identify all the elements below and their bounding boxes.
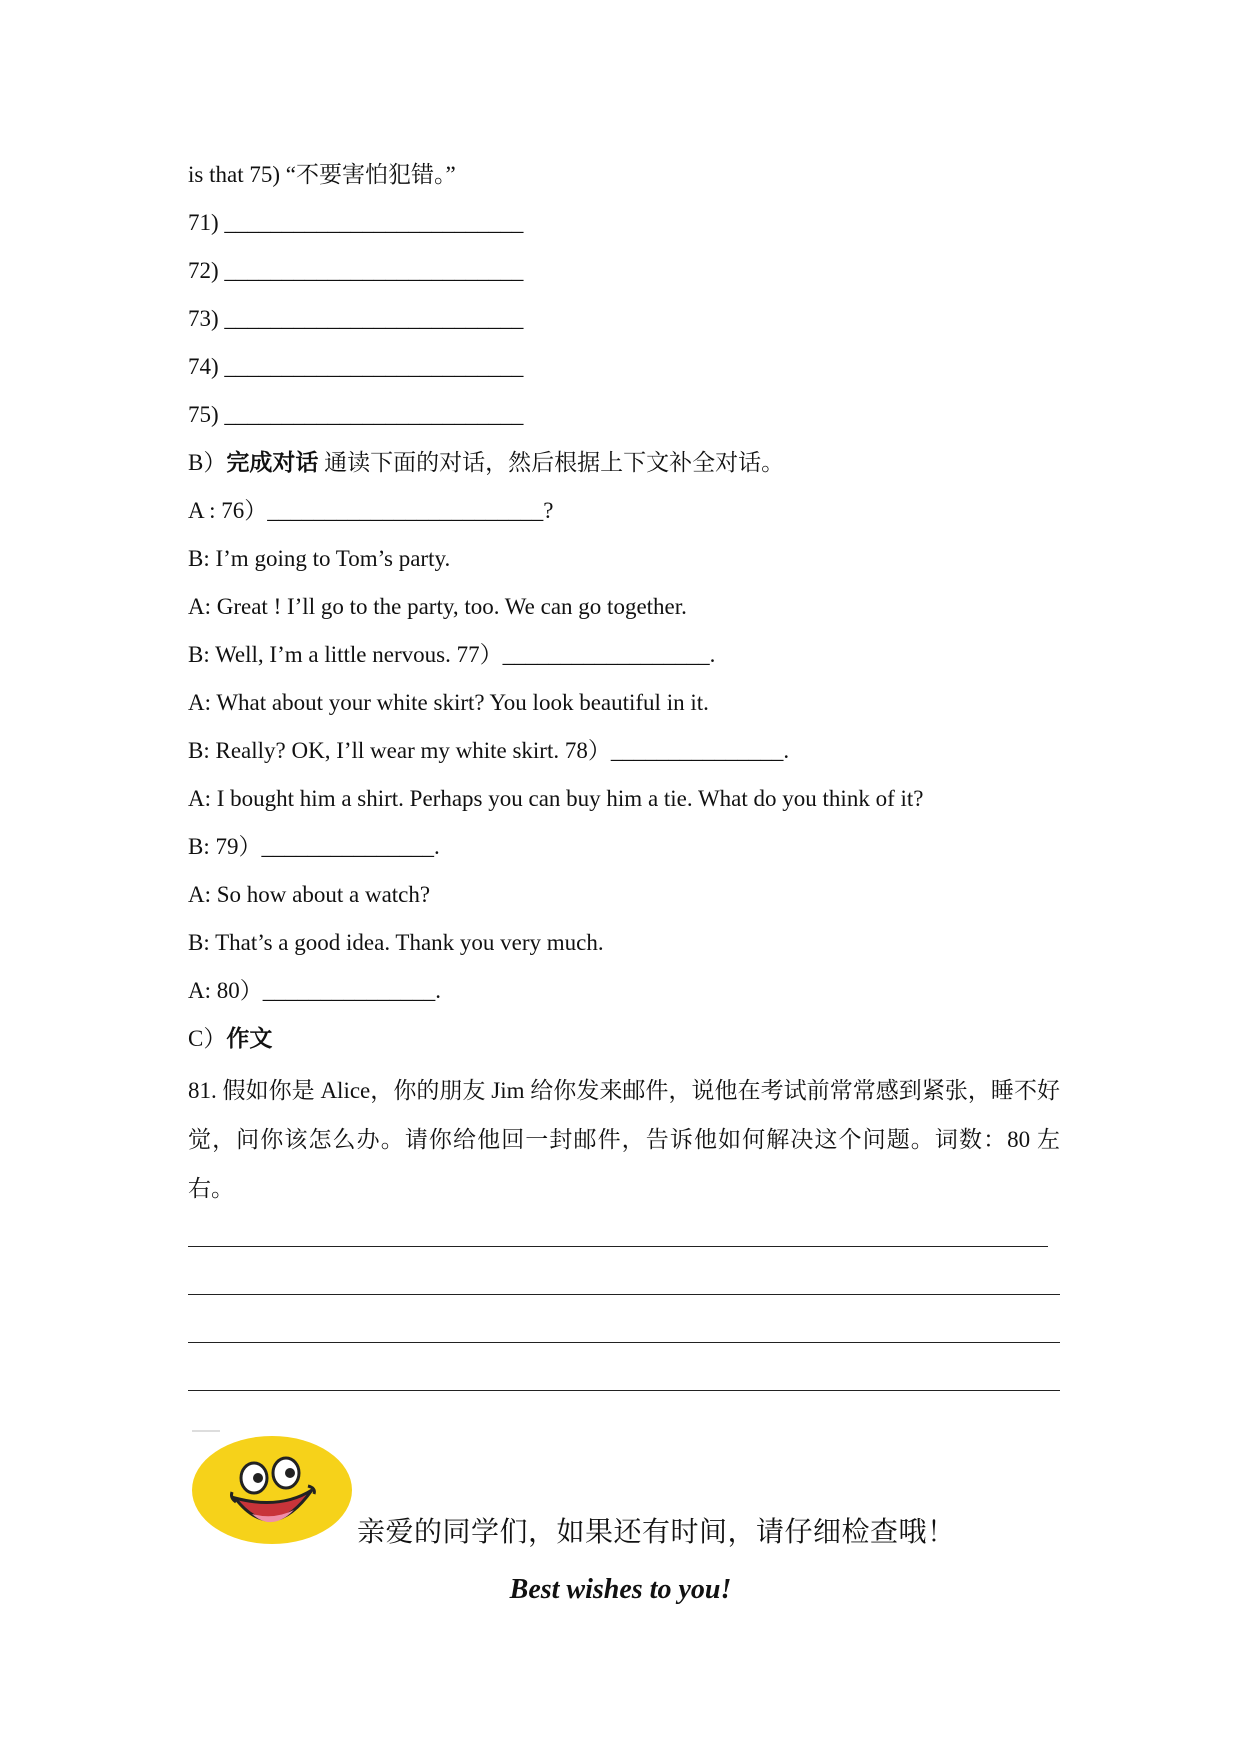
writing-line-4[interactable] — [188, 1390, 1060, 1391]
section-c-title: 作文 — [226, 1026, 273, 1051]
dialogue-line: B: That’s a good idea. Thank you very much. — [188, 930, 604, 955]
dialogue-line: B: I’m going to Tom’s party. — [188, 546, 451, 571]
dialogue-line-76[interactable]: A : 76）________________________? — [188, 498, 554, 523]
writing-line-3[interactable] — [188, 1342, 1060, 1343]
best-wishes-text: Best wishes to you! — [509, 1574, 732, 1605]
section-b-prefix: B） — [188, 450, 227, 475]
section-c-heading — [188, 1024, 272, 1054]
dialogue-line: A: What about your white skirt? You look beautiful in it. — [188, 690, 709, 715]
check-reminder-text: 亲爱的同学们，如果还有时间，请仔细检查哦！ — [357, 1517, 956, 1548]
dialogue-line-79[interactable]: B: 79）_______________. — [188, 834, 440, 859]
dialogue-line-78[interactable]: B: Really? OK, I’ll wear my white skirt. 78）_______________. — [188, 738, 790, 763]
writing-prompt-81: 81. 假如你是 Alice，你的朋友 Jim 给你发来邮件，说他在考试前常常感到紧张，睡不好觉，问你该怎么办。请你给他回一封邮件，告诉他如何解决这个问题。词数：80 左右。 — [188, 1078, 1060, 1201]
answer-prompt-75-text: is that 75) “不要害怕犯错。” — [188, 162, 456, 187]
writing-line-1[interactable] — [188, 1246, 1048, 1247]
section-b-heading — [188, 448, 784, 478]
smiley-face-icon — [190, 1428, 354, 1546]
dialogue-line-77[interactable]: B: Well, I’m a little nervous. 77）__________________. — [188, 642, 716, 667]
dialogue-line: A: Great ! I’ll go to the party, too. We can go together. — [188, 594, 687, 619]
answer-line-75[interactable]: 75) __________________________ — [188, 402, 524, 427]
dialogue-line-80[interactable]: A: 80）_______________. — [188, 978, 441, 1003]
answer-line-73[interactable]: 73) __________________________ — [188, 306, 524, 331]
writing-line-2[interactable] — [188, 1294, 1060, 1295]
dialogue-line: A: So how about a watch? — [188, 882, 431, 907]
answer-line-71[interactable]: 71) __________________________ — [188, 210, 524, 235]
section-b-instruction: 通读下面的对话，然后根据上下文补全对话。 — [318, 450, 785, 475]
section-b-title: 完成对话 — [226, 450, 319, 475]
answer-line-74[interactable]: 74) __________________________ — [188, 354, 524, 379]
dialogue-line: A: I bought him a shirt. Perhaps you can buy him a tie. What do you think of it? — [188, 786, 924, 811]
section-c-prefix: C） — [188, 1026, 227, 1051]
answer-line-72[interactable]: 72) __________________________ — [188, 258, 524, 283]
